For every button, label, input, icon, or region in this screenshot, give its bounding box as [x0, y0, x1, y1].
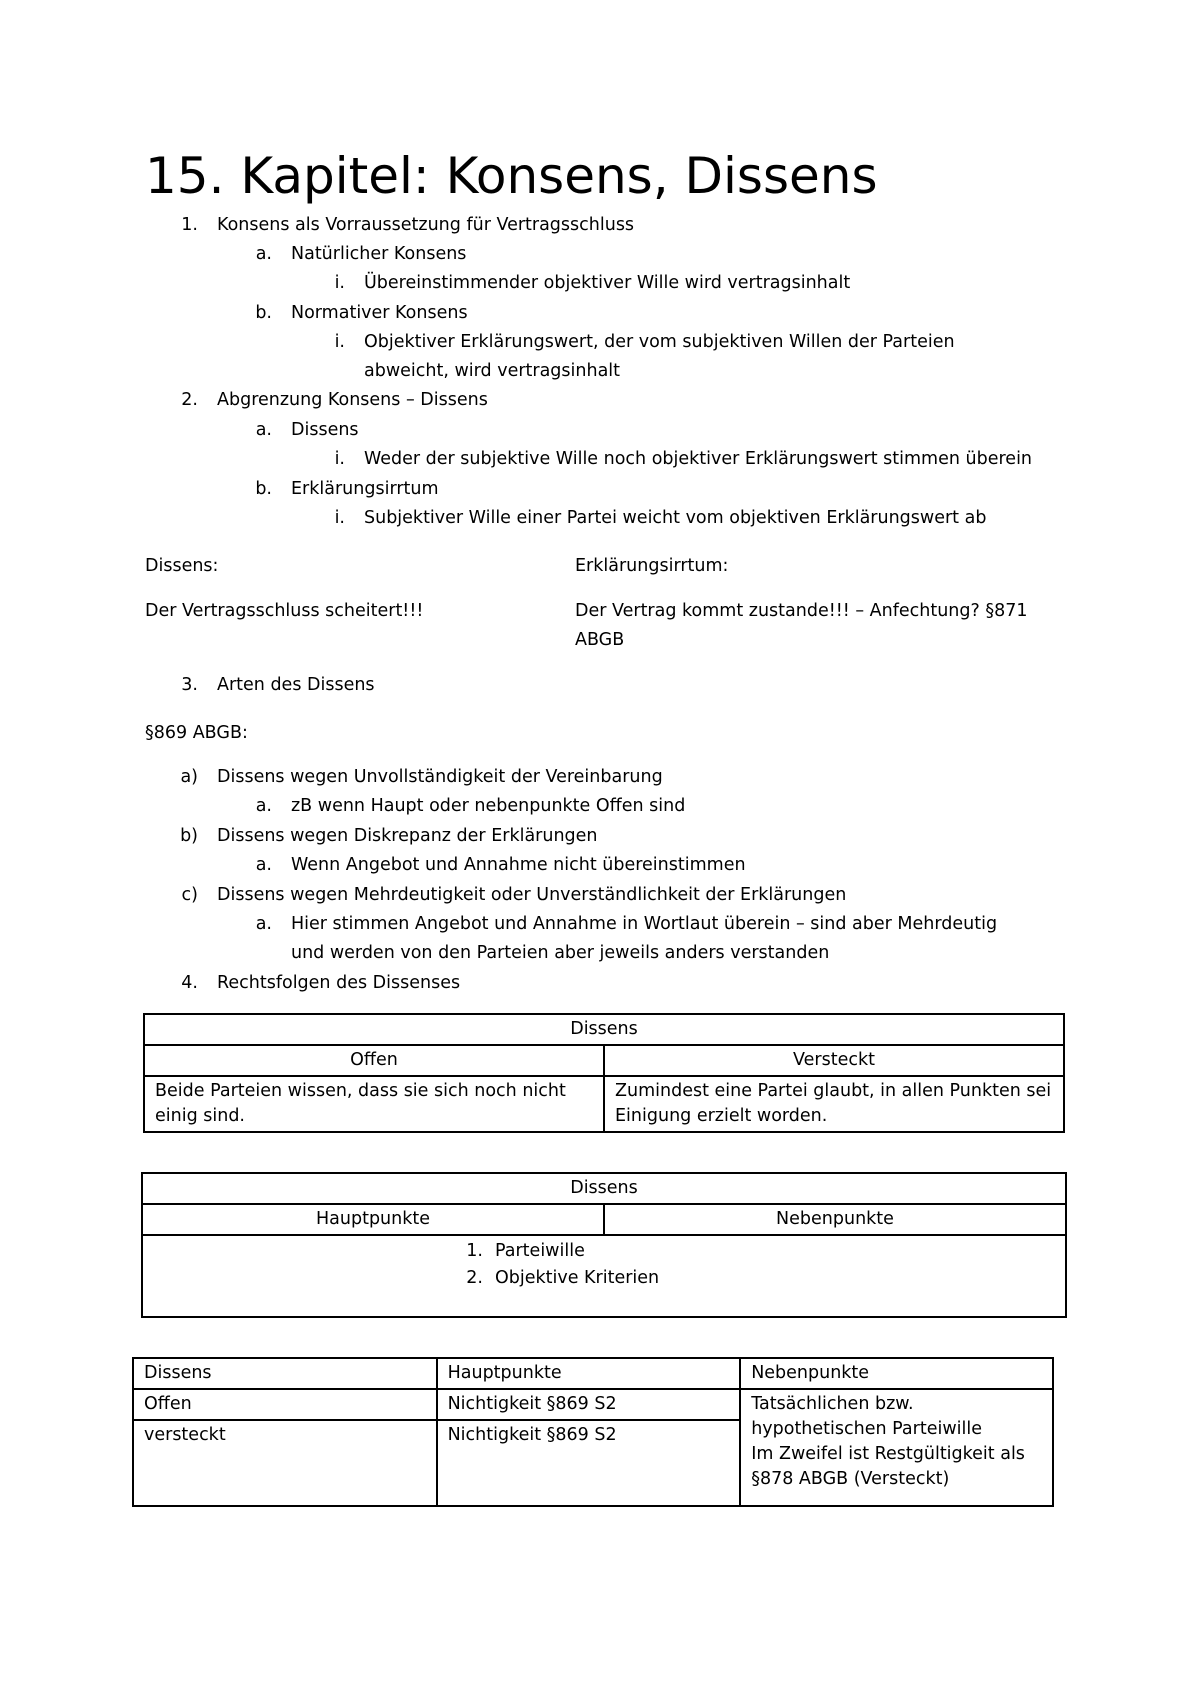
- list-item: Objektiver Erklärungswert, der vom subjektiven Willen der Parteien: [364, 332, 955, 352]
- paragraph-reference: §869 ABGB:: [145, 723, 248, 743]
- column-header: Nebenpunkte: [604, 1204, 1066, 1235]
- list-marker: 2.: [181, 390, 198, 410]
- table-header: Dissens: [142, 1173, 1066, 1204]
- list-marker: 4.: [181, 973, 198, 993]
- irrtum-result: Der Vertrag kommt zustande!!! – Anfechtung? §871: [575, 601, 1028, 621]
- list-marker: i.: [334, 273, 345, 293]
- table-haupt-neben: [141, 1172, 1067, 1318]
- hauptpunkte-list: [443, 1238, 1055, 1292]
- list-item: Abgrenzung Konsens – Dissens: [217, 390, 488, 410]
- list-item-continuation: abweicht, wird vertragsinhalt: [364, 361, 621, 381]
- list-item: Subjektiver Wille einer Partei weicht vom objektiven Erklärungswert ab: [364, 508, 987, 528]
- irrtum-heading: Erklärungsirrtum:: [575, 556, 729, 576]
- list-marker: b): [180, 826, 198, 846]
- list-marker: a.: [255, 796, 272, 816]
- list-item: Rechtsfolgen des Dissenses: [217, 973, 461, 993]
- list-item: Konsens als Vorraussetzung für Vertragsschluss: [217, 215, 635, 235]
- list-marker: i.: [334, 508, 345, 528]
- list-marker: a): [180, 767, 198, 787]
- list-item: zB wenn Haupt oder nebenpunkte Offen sind: [291, 796, 686, 816]
- list-marker: a.: [255, 855, 272, 875]
- table-cell: Beide Parteien wissen, dass sie sich noch nicht einig sind.: [144, 1076, 604, 1132]
- column-header: Offen: [144, 1045, 604, 1076]
- list-item: Dissens wegen Unvollständigkeit der Vereinbarung: [217, 767, 663, 787]
- dissens-heading: Dissens:: [145, 556, 219, 576]
- list-marker: a.: [255, 244, 272, 264]
- list-item: Hier stimmen Angebot und Annahme in Wortlaut überein – sind aber Mehrdeutig: [291, 914, 998, 934]
- list-item: Übereinstimmender objektiver Wille wird vertragsinhalt: [364, 273, 851, 293]
- list-marker: c): [181, 885, 198, 905]
- column-header: Nebenpunkte: [740, 1358, 1053, 1389]
- column-header: Versteckt: [604, 1045, 1064, 1076]
- list-item: Erklärungsirrtum: [291, 479, 439, 499]
- page-title: 15. Kapitel: Konsens, Dissens: [145, 147, 878, 205]
- dissens-result: Der Vertragsschluss scheitert!!!: [145, 601, 424, 621]
- list-marker: 2.: [466, 1268, 483, 1288]
- list-item: Dissens: [291, 420, 359, 440]
- table-cell: versteckt: [133, 1420, 437, 1506]
- irrtum-result-continuation: ABGB: [575, 630, 625, 650]
- table-cell: [142, 1235, 1066, 1317]
- table-offen-versteckt: [143, 1013, 1065, 1133]
- list-marker: i.: [334, 332, 345, 352]
- list-marker: 3.: [181, 675, 198, 695]
- list-marker: 1.: [466, 1241, 483, 1261]
- list-marker: 1.: [181, 215, 198, 235]
- list-item: Normativer Konsens: [291, 303, 468, 323]
- list-item: Wenn Angebot und Annahme nicht übereinstimmen: [291, 855, 746, 875]
- list-item: Dissens wegen Diskrepanz der Erklärungen: [217, 826, 598, 846]
- list-item: 2. Objektive Kriterien: [443, 1265, 1055, 1292]
- table-cell: Nichtigkeit §869 S2: [437, 1420, 741, 1506]
- list-item: Weder der subjektive Wille noch objektiver Erklärungswert stimmen überein: [364, 449, 1033, 469]
- column-header: Dissens: [133, 1358, 437, 1389]
- section-heading: Arten des Dissens: [217, 675, 375, 695]
- list-marker: a.: [255, 914, 272, 934]
- list-item: 1. Parteiwille: [443, 1238, 1055, 1265]
- list-marker: b.: [255, 479, 272, 499]
- list-marker: a.: [255, 420, 272, 440]
- list-marker: b.: [255, 303, 272, 323]
- list-item-continuation: und werden von den Parteien aber jeweils anders verstanden: [291, 943, 830, 963]
- list-item: Dissens wegen Mehrdeutigkeit oder Unverständlichkeit der Erklärungen: [217, 885, 847, 905]
- table-cell: Nichtigkeit §869 S2: [437, 1389, 741, 1420]
- list-item: Natürlicher Konsens: [291, 244, 467, 264]
- column-header: Hauptpunkte: [437, 1358, 741, 1389]
- table-cell: Zumindest eine Partei glaubt, in allen Punkten sei Einigung erzielt worden.: [604, 1076, 1064, 1132]
- column-header: Hauptpunkte: [142, 1204, 604, 1235]
- table-rechtsfolgen: [132, 1357, 1054, 1507]
- table-cell: Offen: [133, 1389, 437, 1420]
- table-header: Dissens: [144, 1014, 1064, 1045]
- list-marker: i.: [334, 449, 345, 469]
- table-cell: Tatsächlichen bzw. hypothetischen Parteiwille Im Zweifel ist Restgültigkeit als §878 ABGB (Versteckt): [740, 1389, 1053, 1506]
